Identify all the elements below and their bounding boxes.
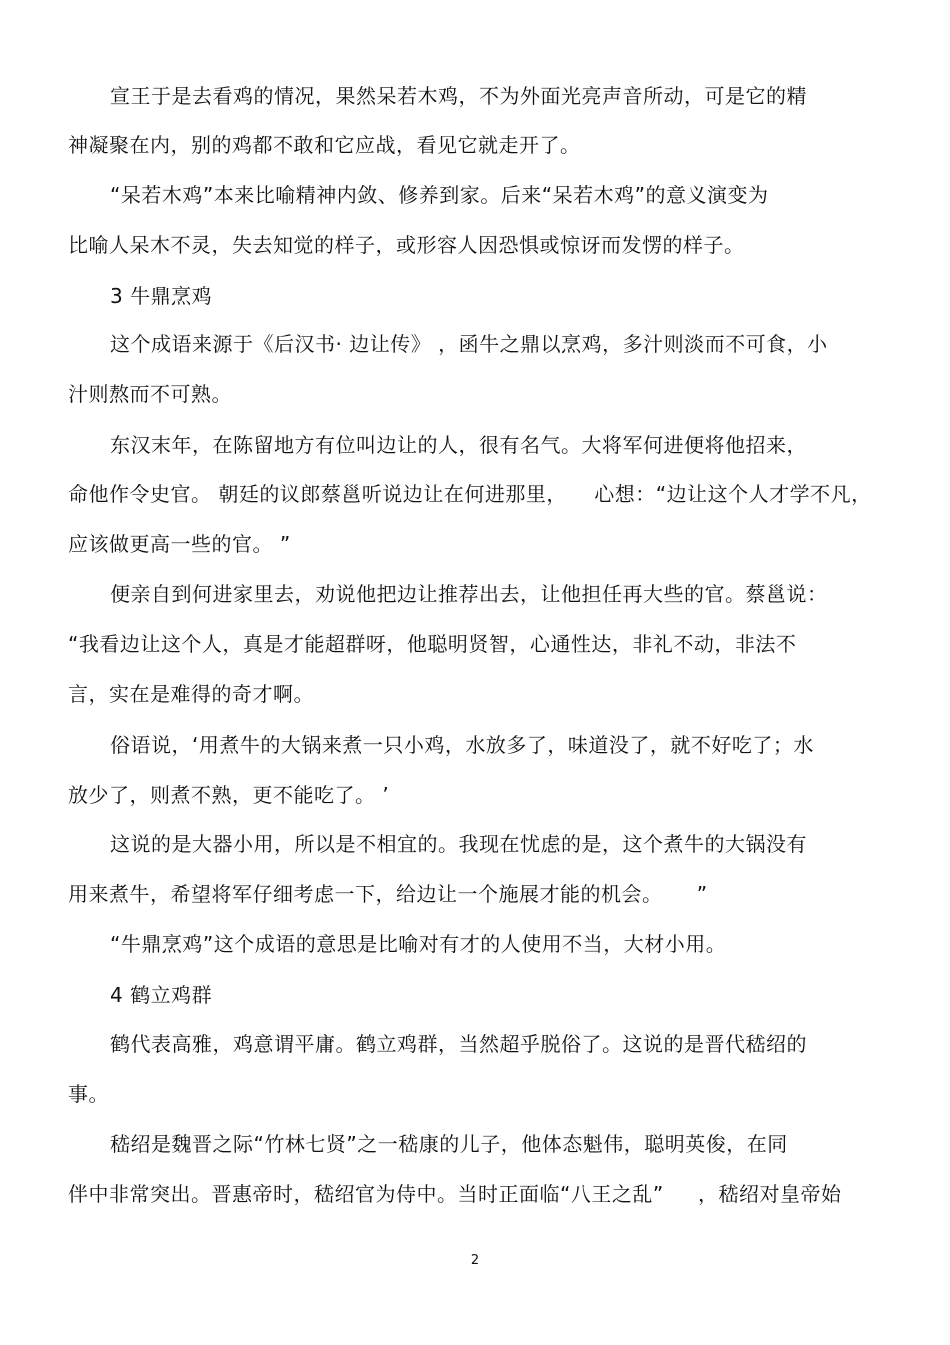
paragraph-line: 俗语说，‘用煮牛的大锅来煮一只小鸡，水放多了，味道没了，就不好吃了；水 (110, 733, 814, 757)
paragraph-line: 汁则熬而不可熟。 (68, 382, 232, 406)
paragraph-line: 伴中非常突出。晋惠帝时，嵇绍官为侍中。当时正面临“八王之乱” ，嵇绍对皇帝始 (68, 1182, 842, 1206)
paragraph-line: 命他作令史官。 朝廷的议郎蔡邕听说边让在何进那里， 心想：“边让这个人才学不凡， (68, 482, 872, 506)
paragraph-line: 应该做更高一些的官。 ” (68, 532, 291, 556)
paragraph-line: “呆若木鸡”本来比喻精神内敛、修养到家。后来“呆若木鸡”的意义演变为 (110, 183, 769, 207)
paragraph-line: “牛鼎烹鸡”这个成语的意思是比喻对有才的人使用不当，大材小用。 (110, 932, 727, 956)
paragraph-line: 用来煮牛，希望将军仔细考虑一下，给边让一个施展才能的机会。 ” (68, 882, 708, 906)
paragraph-line: 放少了，则煮不熟，更不能吃了。 ’ (68, 783, 390, 807)
page-number: 2 (470, 1253, 480, 1268)
paragraph-line: 东汉末年，在陈留地方有位叫边让的人，很有名气。大将军何进便将他招来， (110, 433, 807, 457)
paragraph-line: “我看边让这个人，真是才能超群呀，他聪明贤智，心通性达，非礼不动，非法不 (68, 632, 797, 656)
paragraph-line: 这说的是大器小用，所以是不相宜的。我现在忧虑的是，这个煮牛的大锅没有 (110, 832, 807, 856)
paragraph-line: 鹤代表高雅，鸡意谓平庸。鹤立鸡群，当然超乎脱俗了。这说的是晋代嵇绍的 (110, 1032, 807, 1056)
paragraph-line: 宣王于是去看鸡的情况，果然呆若木鸡，不为外面光亮声音所动，可是它的精 (110, 84, 807, 108)
paragraph-line: 比喻人呆木不灵，失去知觉的样子，或形容人因恐惧或惊讶而发愣的样子。 (68, 233, 745, 257)
paragraph-line: 神凝聚在内，别的鸡都不敢和它应战，看见它就走开了。 (68, 133, 581, 157)
paragraph-line: 这个成语来源于《后汉书· 边让传》 ，函牛之鼎以烹鸡，多汁则淡而不可食，小 (110, 332, 828, 356)
paragraph-line: 言，实在是难得的奇才啊。 (68, 682, 314, 706)
paragraph-line: 便亲自到何进家里去，劝说他把边让推荐出去，让他担任再大些的官。蔡邕说： (110, 582, 828, 606)
paragraph-line: 事。 (68, 1082, 109, 1106)
section-heading: 4 鹤立鸡群 (110, 983, 213, 1007)
paragraph-line: 嵇绍是魏晋之际“竹林七贤”之一嵇康的儿子，他体态魁伟，聪明英俊，在同 (110, 1132, 788, 1156)
section-heading: 3 牛鼎烹鸡 (110, 284, 213, 308)
